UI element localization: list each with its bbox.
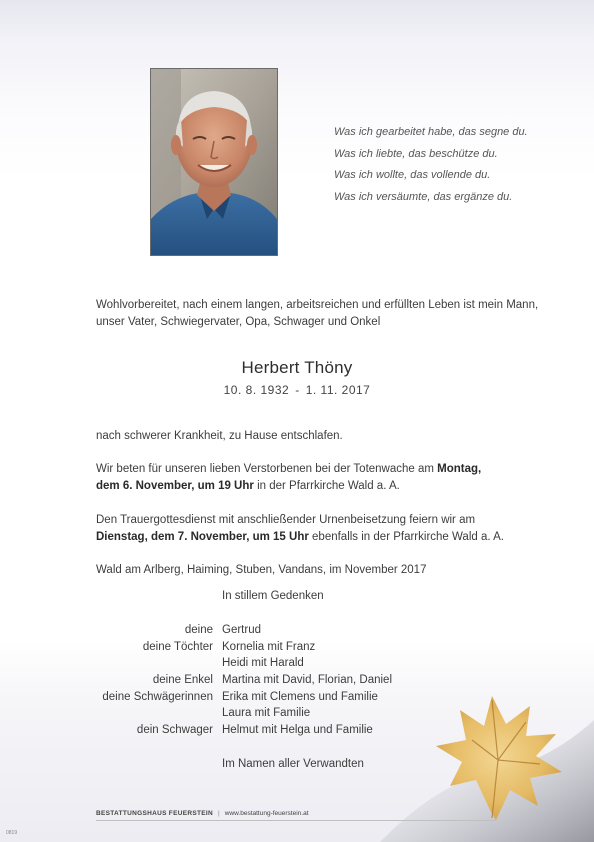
mourner-name: Gertrud	[222, 624, 261, 636]
funeral-date: Dienstag, dem 7. November, um 15 Uhr	[96, 531, 309, 543]
birth-date: 10. 8. 1932	[223, 383, 290, 397]
gedenken-heading: In stillem Gedenken	[222, 590, 324, 602]
mourner-row	[0, 641, 594, 658]
mourner-name: Heidi mit Harald	[222, 657, 304, 670]
date-separator: -	[295, 383, 300, 397]
mourner-relation: deine	[184, 624, 213, 636]
mourners-list	[0, 624, 594, 741]
wake-date: dem 6. November, um 19 Uhr	[96, 480, 254, 492]
deceased-name: Herbert Thöny	[241, 358, 353, 377]
motto-line: Was ich liebte, das beschütze du.	[334, 147, 498, 160]
mourner-name: Laura mit Familie	[222, 707, 311, 720]
closing-text: Im Namen aller Verwandten	[222, 758, 364, 770]
mourner-row	[0, 724, 594, 741]
motto-line: Was ich gearbeitet habe, das segne du.	[334, 126, 528, 138]
funeral-text-after: ebenfalls in der Pfarrkirche Wald a. A.	[308, 531, 504, 543]
death-date: 1. 11. 2017	[305, 383, 371, 397]
mourner-name: Martina mit David, Florian, Daniel	[222, 674, 393, 687]
mourner-row	[0, 707, 594, 724]
wake-text-after: in der Pfarrkirche Wald a. A.	[253, 480, 400, 492]
mourner-row	[0, 674, 594, 691]
funeral-home-name: BESTATTUNGSHAUS FEUERSTEIN	[96, 810, 213, 817]
mourner-row	[0, 624, 594, 641]
portrait-photo	[150, 68, 278, 256]
portrait-image	[151, 69, 277, 255]
funeral-home-url[interactable]: www.bestattung-feuerstein.at	[224, 810, 309, 817]
print-code: 0819	[6, 830, 18, 836]
intro-text: Wohlvorbereitet, nach einem langen, arbeitsreichen und erfüllten Leben ist mein Mann, unser Vater, Schwiegervater, Opa, Schwager und Onkel	[96, 299, 539, 328]
mourner-relation: deine Enkel	[152, 674, 213, 687]
mourner-relation: deine Töchter	[142, 640, 213, 653]
motto-line: Was ich versäumte, das ergänze du.	[334, 190, 513, 203]
motto-line: Was ich wollte, das vollende du.	[334, 169, 491, 181]
mourner-name: Kornelia mit Franz	[222, 640, 316, 653]
mourner-name: Erika mit Clemens und Familie	[222, 690, 378, 703]
footer-divider	[96, 820, 496, 821]
wake-day: Montag,	[437, 463, 482, 475]
place-date: Wald am Arlberg, Haiming, Stuben, Vandans, im November 2017	[96, 564, 427, 576]
mourner-relation: dein Schwager	[136, 724, 213, 737]
funeral-text-before: Den Trauergottesdienst mit anschließender Urnenbeisetzung feiern wir am	[96, 514, 476, 526]
footer	[96, 810, 309, 817]
passing-text: nach schwerer Krankheit, zu Hause entschlafen.	[96, 430, 343, 442]
wake-text	[96, 461, 546, 495]
motto-verse	[334, 122, 574, 208]
life-dates	[0, 383, 594, 397]
footer-separator: |	[217, 810, 220, 817]
mourner-relation: deine Schwägerinnen	[102, 690, 213, 703]
funeral-text	[96, 512, 546, 546]
mourner-name: Helmut mit Helga und Familie	[222, 724, 373, 737]
wake-text-before: Wir beten für unseren lieben Verstorbenen bei der Totenwache am	[96, 463, 438, 475]
mourner-row	[0, 657, 594, 674]
mourner-row	[0, 691, 594, 708]
